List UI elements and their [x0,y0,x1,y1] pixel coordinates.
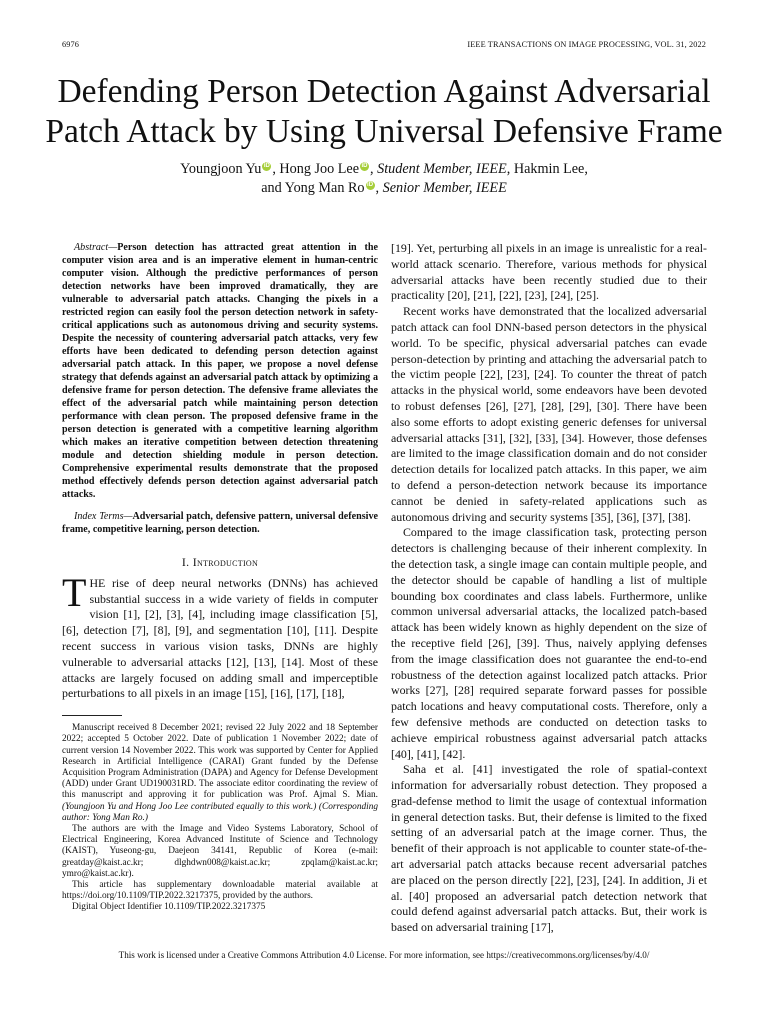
page-number: 6976 [62,40,79,49]
author-list: Youngjoon Yu iD , Hong Joo Lee iD , Student Member, IEEE, Hakmin Lee, and Yong Man Ro iD , Senior Member, IEEE [180,161,588,196]
author-2-title: Student Member, IEEE [377,161,507,177]
footnote-affiliation: The authors are with the Image and Video Systems Laboratory, School of Electrical Engineering, Korea Advanced Institute of Science and Technology (KAIST), Yuseong-gu, Daejeon 34141, Republic of Korea (e-mail: greatday@kaist.ac.kr; dlghdwn008@kaist.ac.kr; zpqlam@kaist.ac.kr; ymro@kaist.ac.kr). [62,824,378,879]
running-header [62,40,706,52]
right-column [391,241,707,936]
section-number: I. [181,555,193,569]
footnote-manuscript-text: Manuscript received 8 December 2021; revised 22 July 2022 and 18 September 2022; accepted 5 October 2022. Date of publication 1 November 2022; date of current version 14 November 2022. This work was supported by Center for Applied Research in Artificial Intelligence (CARAI) Grant funded by the Defense Acquisition Program Administration (DAPA) and Agency for Defense Development (ADD) under Grant UD190031RD. The associate editor coordinating the review of this manuscript and approving it for publication was Prof. Ajmal S. Mian. [62,723,378,801]
orcid-icon[interactable]: iD [361,163,368,169]
title-line-1: Defending Person Detection Against Adversarial [57,73,711,110]
section-title: Introduction [192,555,259,569]
footnote-supplementary: This article has supplementary downloadable material available at https://doi.org/10.1109/TIP.2022.3217375, provided by the authors. [62,880,378,902]
footnote-manuscript [62,723,378,824]
license-notice: This work is licensed under a Creative Commons Attribution 4.0 License. For more information, see https://creativecommons.org/licenses/by/4.0/ [118,950,650,960]
author-1: Youngjoon Yu [180,161,262,177]
orcid-icon[interactable]: iD [367,182,374,188]
index-terms [62,510,378,536]
paper-title [40,72,728,152]
index-terms-text: Adversarial patch, defensive pattern, universal defensive frame, competitive learning, person detection. [62,511,378,535]
section-heading [62,555,378,571]
author-4: and Yong Man Ro [261,180,365,196]
footnote-manuscript-note: (Youngjoon Yu and Hong Joo Lee contributed equally to this work.) (Corresponding author: Yong Man Ro.) [62,801,378,823]
footnote-divider [62,715,122,716]
body-paragraph: Compared to the image classification task, protecting person detectors is challenging because of their inherent complexity. In the detection task, a single image can contain multiple people, and the detector should be capable of handling a list of multiple bounding box coordinates and class labels. Furthermore, unlike common universal adversarial attacks, the localized patch-based attack has been widely known as highly dependent on the size of the receptive field [26], [39]. Thus, naively applying defenses from the image classification does not guarantee the end-to-end robustness of the detection against localized patch attacks. Prior works [27], [28] required separate forward passes for possible patch locations and heavy computational costs. Therefore, only a few defensive methods are conducted on detection tasks to achieve empirical robustness against adversarial patch attacks [40], [41], [42]. [391,525,707,761]
drop-cap: T [62,569,87,615]
title-line-2: Patch Attack by Using Universal Defensive Frame [45,113,723,150]
body-paragraph: Saha et al. [41] investigated the role of spatial-context information for adversarially robust detection. They proposed a grad-defense method to limit the usage of contextual information in general detection tasks. But, their defense is limited to the fixed setting of an adversarial patch at the image corner. Thus, the benefit of their approach is not applicable to counter state-of-the-art adversarial patch attacks because recent adversarial patches are placed on the person directly [22], [23], [24]. In addition, Ji et al. [40] proposed an adversarial patch detection network that could defend against adversarial patch attacks. But, their work is based on adversarial training [17], [391,762,707,935]
intro-paragraph [62,569,378,702]
index-terms-label: Index Terms— [74,511,133,522]
author-4-title: Senior Member, IEEE [382,180,507,196]
abstract [62,241,378,501]
author-3: , Hakmin Lee, [506,161,588,177]
journal-name: IEEE TRANSACTIONS ON IMAGE PROCESSING, VOL. 31, 2022 [467,40,706,49]
author-2: , Hong Joo Lee [272,161,360,177]
intro-text: HE rise of deep neural networks (DNNs) has achieved substantial success in a wide variety of fields in computer vision [1], [2], [3], [4], including image classification [5], [6], detection [7], [8], [9], and segmentation [10], [11]. Despite recent success in various vision tasks, DNNs are highly vulnerable to adversarial attacks [12], [13], [14]. Most of these attacks are largely focused on adding small and imperceptible perturbations to all pixels in an image [15], [16], [17], [18], [62,575,378,701]
left-column [62,241,378,914]
abstract-label: Abstract— [74,242,118,253]
footnote-doi: Digital Object Identifier 10.1109/TIP.2022.3217375 [72,902,266,913]
abstract-text: Person detection has attracted great attention in the computer vision area and is an imperative element in human-centric computer vision. Although the predictive performances of person detection networks have been improved dramatically, they are vulnerable to adversarial patch attacks. Changing the pixels in a restricted region can easily fool the person detection network in safety-critical applications such as autonomous driving and security systems. Despite the necessity of countering adversarial patch attacks, very few efforts have been dedicated to defending person detection against adversarial patch attack. In this paper, we propose a novel defense strategy that defends against an adversarial patch attack by optimizing a defensive frame for person detection. The defensive frame alleviates the effect of the adversarial patch while maintaining person detection performance with clean person. The proposed defensive frame in the person detection is generated with a competitive learning algorithm which makes an iterative competition between detection threatening module and detection shielding module in person detection. Comprehensive experimental results demonstrate that the proposed method effectively defends person detection against adversarial patch attacks. [62,242,378,500]
body-paragraph: [19]. Yet, perturbing all pixels in an image is unrealistic for a real-world attack scenario. Therefore, various methods for physical adversarial attacks have been recently studied due to their practicality [20], [21], [22], [23], [24], [25]. [391,241,707,303]
orcid-icon[interactable]: iD [263,163,270,169]
body-paragraph: Recent works have demonstrated that the localized adversarial patch attack can fool DNN-based person detectors in the physical world. To be specific, physical adversarial patches can evade person-detection by printing and attaching the adversarial patch to the victim people [22], [23], [24]. To counter the threat of patch attacks in the physical world, some endeavors have been devoted to robust defenses [26], [27], [28], [29], [30]. There have been also some efforts to adopt existing generic defenses for universal adversarial attacks [31], [32], [33], [34]. However, those defenses are limited to the image classification domain and do not consider detection details for localized patch attacks. In this paper, we aim to defend a person-detection network because its importance cannot be denied in safety-related applications such as autonomous driving and security systems [35], [36], [37], [38]. [391,304,707,524]
